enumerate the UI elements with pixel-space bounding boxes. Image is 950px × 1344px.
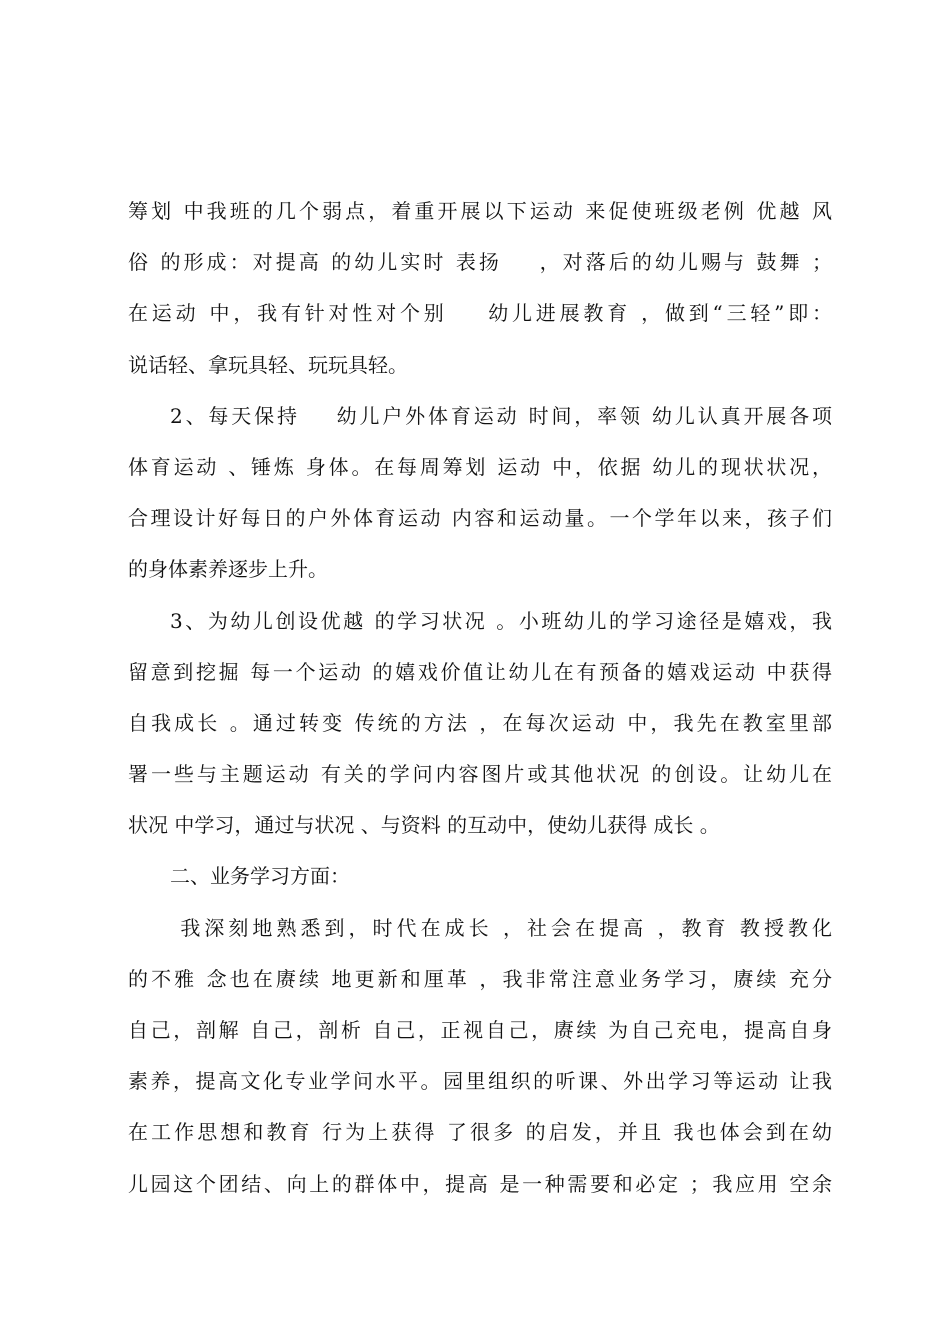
text-line: 在工作思想和教育 行为上获得 了很多 的启发，并且 我也体会到在幼 [128,1120,832,1145]
text-line: 俗 的形成：对提高 的幼儿实时 表扬 ，对落后的幼儿赐与 鼓舞 ； [128,250,832,275]
text-line: 合理设计好每日的户外体育运动 内容和运动量。一个学年以来，孩子们 [128,506,832,531]
text-line: 自我成长 。通过转变 传统的方法 ，在每次运动 中，我先在教室里部 [128,710,832,735]
section-heading: 二、业务学习方面： [170,864,350,889]
document-body [128,186,832,1210]
text-line: 说话轻、拿玩具轻、玩玩具轻。 [128,352,408,377]
text-line: 的不雅 念也在赓续 地更新和厘革 ，我非常注意业务学习，赓续 充分 [128,966,832,991]
text-line: 筹划 中我班的几个弱点，着重开展以下运动 来促使班级老例 优越 风 [128,199,832,223]
text-line: 素养，提高文化专业学问水平。园里组织的听课、外出学习等运动 让我 [128,1069,832,1094]
text-line: 儿园这个团结、向上的群体中，提高 是一种需要和必定 ；我应用 空余 [128,1171,832,1196]
text-line: 留意到挖掘 每一个运动 的嬉戏价值让幼儿在有预备的嬉戏运动 中获得 [128,659,832,684]
text-line: 2、每天保持 幼儿户外体育运动 时间，率领 幼儿认真开展各项 [170,403,832,428]
text-line: 署一些与主题运动 有关的学问内容图片或其他状况 的创设。让幼儿在 [128,762,832,787]
text-line: 体育运动 、锤炼 身体。在每周筹划 运动 中，依据 幼儿的现状状况， [128,454,832,479]
text-line: 我深刻地熟悉到，时代在成长 ，社会在提高 ，教育 教授教化 [170,915,832,940]
text-line: 自己，剖解 自己，剖析 自己，正视自己，赓续 为自己充电，提高自身 [128,1018,832,1042]
text-line: 的身体素养逐步上升。 [128,557,328,582]
text-line: 在运动 中，我有针对性对个别 幼儿进展教育 ，做到“三轻”即： [128,301,832,326]
text-line: 状况 中学习，通过与状况 、与资料 的互动中，使幼儿获得 成长 。 [128,813,720,838]
text-line: 3、为幼儿创设优越 的学习状况 。小班幼儿的学习途径是嬉戏，我 [170,608,832,633]
